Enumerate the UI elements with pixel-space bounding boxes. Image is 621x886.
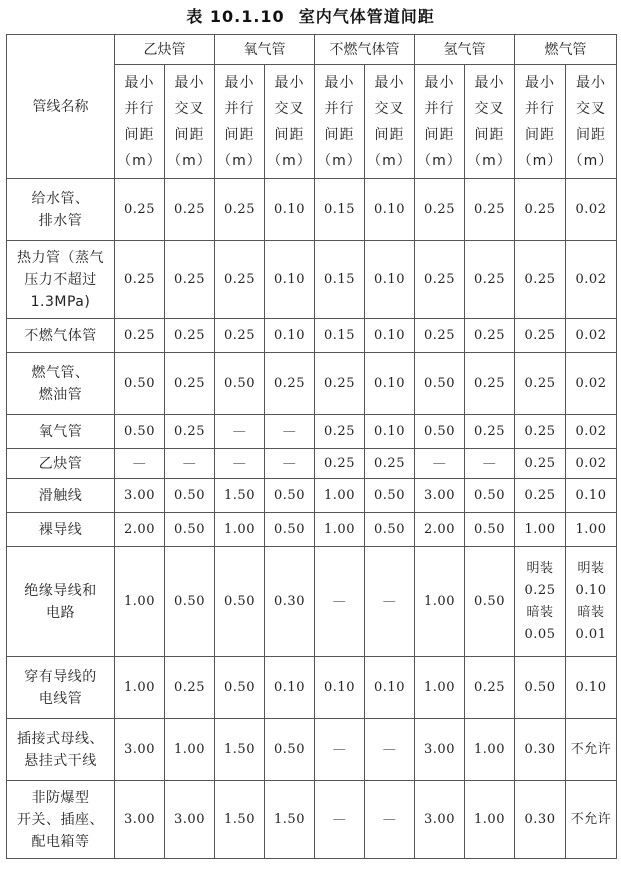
cross-spacing-value: 1.00 xyxy=(165,719,215,781)
cross-spacing-value: 0.10 xyxy=(265,319,315,353)
header-line: （m） xyxy=(568,152,614,169)
parallel-spacing-value: 3.00 xyxy=(415,781,465,859)
pipeline-name xyxy=(7,241,115,319)
pipeline-name xyxy=(7,657,115,719)
header-line: 交叉 xyxy=(174,100,205,117)
pipeline-name-line: 乙炔管 xyxy=(38,455,83,472)
header-line: 间距 xyxy=(274,126,305,143)
pipeline-name-line: 配电箱等 xyxy=(31,833,90,850)
pipeline-name xyxy=(7,719,115,781)
cross-spacing-value: 0.25 xyxy=(465,657,515,719)
header-line: 间距 xyxy=(124,126,155,143)
parallel-spacing-value: 2.00 xyxy=(115,513,165,547)
header-line: 最小 xyxy=(576,74,606,91)
min-parallel-spacing-header xyxy=(115,65,165,179)
table-row xyxy=(7,781,617,859)
pipeline-name-line: 滑触线 xyxy=(38,487,83,504)
header-line: 最小 xyxy=(324,74,355,91)
header-line: （m） xyxy=(417,152,462,169)
table-row xyxy=(7,319,617,353)
cross-spacing-value: 3.00 xyxy=(165,781,215,859)
parallel-spacing-value: 0.25 xyxy=(115,319,165,353)
table-row xyxy=(7,657,617,719)
min-parallel-spacing-header xyxy=(215,65,265,179)
cross-spacing-value: 1.00 xyxy=(566,513,617,547)
cross-spacing-value: 0.10 xyxy=(365,353,415,415)
spacing-table xyxy=(6,34,617,859)
parallel-spacing-value: 1.00 xyxy=(215,513,265,547)
pipeline-name xyxy=(7,513,115,547)
parallel-spacing-value: 0.15 xyxy=(315,241,365,319)
pipeline-name xyxy=(7,449,115,479)
spacing-line: 明装 xyxy=(577,560,605,576)
parallel-spacing-value: 0.50 xyxy=(415,415,465,449)
cross-spacing-value: 不允许 xyxy=(566,781,617,859)
pipeline-name xyxy=(7,415,115,449)
pipeline-name-line: 非防爆型 xyxy=(31,789,90,806)
header-line: （m） xyxy=(367,152,412,169)
parallel-spacing-value: 0.25 xyxy=(515,241,566,319)
header-line: 最小 xyxy=(525,74,555,91)
header-line: 交叉 xyxy=(374,100,405,117)
group-header-nonflammable: 不燃气体管 xyxy=(315,35,415,65)
header-line: 并行 xyxy=(124,100,155,117)
header-line: 最小 xyxy=(124,74,155,91)
table-caption: 室内气体管道间距 xyxy=(298,7,435,26)
pipeline-name xyxy=(7,353,115,415)
table-row xyxy=(7,449,617,479)
parallel-spacing-value: 0.25 xyxy=(215,241,265,319)
parallel-spacing-value: 0.30 xyxy=(515,719,566,781)
parallel-spacing-value: 3.00 xyxy=(115,719,165,781)
parallel-spacing-value: 0.50 xyxy=(415,353,465,415)
parallel-spacing-value: 0.50 xyxy=(115,353,165,415)
header-line: 交叉 xyxy=(274,100,305,117)
spacing-line: 暗装 xyxy=(577,604,605,620)
cross-spacing-value: 0.25 xyxy=(165,415,215,449)
cross-spacing-value: 0.25 xyxy=(465,241,515,319)
table-row xyxy=(7,479,617,513)
cross-spacing-value: 0.10 xyxy=(365,179,415,241)
parallel-spacing-value: 0.25 xyxy=(515,353,566,415)
header-line: 并行 xyxy=(424,100,455,117)
parallel-spacing-value: 0.50 xyxy=(115,415,165,449)
cross-spacing-value: 0.25 xyxy=(365,449,415,479)
table-row xyxy=(7,513,617,547)
parallel-spacing-value: 2.00 xyxy=(415,513,465,547)
table-row xyxy=(7,353,617,415)
parallel-spacing-value: 0.25 xyxy=(515,179,566,241)
cross-spacing-value: 0.50 xyxy=(265,479,315,513)
parallel-spacing-value: 1.50 xyxy=(215,479,265,513)
header-line: （m） xyxy=(167,152,212,169)
cross-spacing-value: — xyxy=(265,415,315,449)
cross-spacing-value: 0.10 xyxy=(365,319,415,353)
pipeline-name-line: 悬挂式干线 xyxy=(24,752,97,769)
parallel-spacing-value: 0.25 xyxy=(115,241,165,319)
cross-spacing-value: 0.25 xyxy=(465,353,515,415)
spacing-line: 暗装 xyxy=(526,604,554,620)
parallel-spacing-value: — xyxy=(215,415,265,449)
cross-spacing-value: 0.02 xyxy=(566,319,617,353)
table-body xyxy=(7,179,617,859)
header-line: （m） xyxy=(267,152,312,169)
pipeline-name xyxy=(7,479,115,513)
parallel-spacing-value: 0.25 xyxy=(415,179,465,241)
header-line: 最小 xyxy=(174,74,205,91)
group-header-acetylene: 乙炔管 xyxy=(115,35,215,65)
pipeline-name-line: 穿有导线的 xyxy=(24,668,97,685)
parallel-spacing-value: 0.30 xyxy=(515,781,566,859)
header-line: 交叉 xyxy=(576,100,606,117)
cross-spacing-value: 0.50 xyxy=(165,513,215,547)
parallel-spacing-value: 0.25 xyxy=(215,319,265,353)
pipeline-name-line: 绝缘导线和 xyxy=(24,582,97,599)
pipeline-name-line: 裸导线 xyxy=(38,521,83,538)
parallel-spacing-value: 3.00 xyxy=(115,781,165,859)
parallel-spacing-value: 0.25 xyxy=(215,179,265,241)
pipeline-name-line: 电线管 xyxy=(38,690,83,707)
header-line: 最小 xyxy=(224,74,255,91)
cross-spacing-value: 不允许 xyxy=(566,719,617,781)
header-line: 最小 xyxy=(274,74,305,91)
parallel-spacing-value: 3.00 xyxy=(415,719,465,781)
cross-spacing-value: 0.50 xyxy=(365,479,415,513)
cross-spacing-value: 0.50 xyxy=(165,547,215,657)
cross-spacing-value: 0.10 xyxy=(566,657,617,719)
pipeline-name-line: 燃油管 xyxy=(38,386,83,403)
cross-spacing-value: 1.50 xyxy=(265,781,315,859)
pipeline-name-line: 电路 xyxy=(46,604,75,621)
cross-spacing-value: 0.25 xyxy=(165,179,215,241)
parallel-spacing-value: 1.50 xyxy=(215,781,265,859)
min-parallel-spacing-header xyxy=(315,65,365,179)
spacing-line: 0.01 xyxy=(575,626,607,642)
cross-spacing-value: 0.30 xyxy=(265,547,315,657)
cross-spacing-value: 0.10 xyxy=(365,415,415,449)
pipeline-name-line: 压力不超过 xyxy=(24,271,97,288)
header-line: 最小 xyxy=(424,74,455,91)
pipeline-name-line: 排水管 xyxy=(38,212,83,229)
parallel-spacing-value: 0.50 xyxy=(515,657,566,719)
parallel-spacing-value: 0.25 xyxy=(415,319,465,353)
group-header-row xyxy=(7,35,617,65)
pipeline-name-header: 管线名称 xyxy=(7,35,115,179)
parallel-spacing-value: 1.00 xyxy=(415,547,465,657)
parallel-spacing-value: 1.50 xyxy=(215,719,265,781)
cross-spacing-value: 0.25 xyxy=(465,179,515,241)
parallel-spacing-value: 1.00 xyxy=(315,513,365,547)
parallel-spacing-value: — xyxy=(115,449,165,479)
header-line: （m） xyxy=(217,152,262,169)
parallel-spacing-value: 0.25 xyxy=(315,415,365,449)
parallel-spacing-value: 0.25 xyxy=(515,449,566,479)
header-line: 交叉 xyxy=(474,100,505,117)
parallel-spacing-value: 0.25 xyxy=(515,479,566,513)
cross-spacing-value: 0.50 xyxy=(465,513,515,547)
parallel-spacing-value: 1.00 xyxy=(115,657,165,719)
cross-spacing-value: 0.10 xyxy=(265,179,315,241)
table-number: 表 10.1.10 xyxy=(186,7,285,26)
cross-spacing-value: 1.00 xyxy=(465,719,515,781)
header-line: （m） xyxy=(517,152,563,169)
group-header-gas: 燃气管 xyxy=(515,35,617,65)
parallel-spacing-value: 0.50 xyxy=(215,657,265,719)
parallel-spacing-value: 1.00 xyxy=(315,479,365,513)
cross-spacing-value: 0.10 xyxy=(365,657,415,719)
cross-spacing-value: 0.02 xyxy=(566,449,617,479)
cross-spacing-value: 0.10 xyxy=(265,657,315,719)
cross-spacing-value: 0.50 xyxy=(165,479,215,513)
cross-spacing-value: 0.50 xyxy=(265,719,315,781)
min-cross-spacing-header xyxy=(465,65,515,179)
table-row xyxy=(7,719,617,781)
pipeline-name xyxy=(7,547,115,657)
parallel-spacing-value: 0.25 xyxy=(415,241,465,319)
pipeline-name-line: 氧气管 xyxy=(38,423,83,440)
cross-spacing-value: 0.25 xyxy=(465,319,515,353)
min-cross-spacing-header xyxy=(365,65,415,179)
parallel-spacing-value: — xyxy=(215,449,265,479)
cross-spacing-value: 0.25 xyxy=(165,241,215,319)
cross-spacing-value: 0.25 xyxy=(165,657,215,719)
cross-spacing-value: — xyxy=(265,449,315,479)
parallel-spacing-value: 1.00 xyxy=(415,657,465,719)
parallel-spacing-value: — xyxy=(415,449,465,479)
cross-spacing-value xyxy=(566,547,617,657)
header-line: 间距 xyxy=(474,126,505,143)
cross-spacing-value: 0.50 xyxy=(365,513,415,547)
cross-spacing-value: 0.25 xyxy=(165,353,215,415)
header-line: 间距 xyxy=(525,126,555,143)
parallel-spacing-value: 0.25 xyxy=(115,179,165,241)
cross-spacing-value: 0.10 xyxy=(566,479,617,513)
group-header-oxygen: 氧气管 xyxy=(215,35,315,65)
parallel-spacing-value: 0.25 xyxy=(315,353,365,415)
table-row xyxy=(7,547,617,657)
cross-spacing-value: 0.50 xyxy=(465,479,515,513)
cross-spacing-value: — xyxy=(365,547,415,657)
parallel-spacing-value: 0.15 xyxy=(315,179,365,241)
cross-spacing-value: — xyxy=(365,719,415,781)
header-line: 间距 xyxy=(424,126,455,143)
cross-spacing-value: 0.50 xyxy=(265,513,315,547)
table-row xyxy=(7,179,617,241)
spacing-line: 明装 xyxy=(526,560,554,576)
parallel-spacing-value: 1.00 xyxy=(515,513,566,547)
cross-spacing-value: 0.50 xyxy=(465,547,515,657)
cross-spacing-value: — xyxy=(365,781,415,859)
header-line: 最小 xyxy=(474,74,505,91)
min-cross-spacing-header xyxy=(165,65,215,179)
parallel-spacing-value: 3.00 xyxy=(115,479,165,513)
pipeline-name-line: 1.3MPa) xyxy=(30,293,91,310)
header-line: 并行 xyxy=(324,100,355,117)
parallel-spacing-value: — xyxy=(315,781,365,859)
min-cross-spacing-header xyxy=(566,65,617,179)
spacing-line: 0.10 xyxy=(575,582,607,598)
header-line: 间距 xyxy=(174,126,205,143)
spacing-line: 0.25 xyxy=(524,582,556,598)
min-cross-spacing-header xyxy=(265,65,315,179)
parallel-spacing-value: 0.10 xyxy=(315,657,365,719)
pipeline-name-line: 燃气管、 xyxy=(31,364,90,381)
header-line: 并行 xyxy=(525,100,555,117)
header-line: 间距 xyxy=(224,126,255,143)
min-parallel-spacing-header xyxy=(415,65,465,179)
pipeline-name-line: 给水管、 xyxy=(31,190,90,207)
cross-spacing-value: 0.25 xyxy=(165,319,215,353)
table-row xyxy=(7,415,617,449)
parallel-spacing-value: 0.25 xyxy=(515,319,566,353)
parallel-spacing-value: — xyxy=(315,719,365,781)
cross-spacing-value: 0.02 xyxy=(566,241,617,319)
header-line: （m） xyxy=(467,152,512,169)
header-line: （m） xyxy=(317,152,362,169)
table-row xyxy=(7,241,617,319)
pipeline-name xyxy=(7,319,115,353)
parallel-spacing-value: 0.50 xyxy=(215,547,265,657)
cross-spacing-value: 0.25 xyxy=(465,415,515,449)
header-line: 间距 xyxy=(374,126,405,143)
pipeline-name xyxy=(7,179,115,241)
min-parallel-spacing-header xyxy=(515,65,566,179)
parallel-spacing-value: 0.25 xyxy=(515,415,566,449)
parallel-spacing-value: — xyxy=(315,547,365,657)
header-line: 最小 xyxy=(374,74,405,91)
pipeline-name-line: 不燃气体管 xyxy=(24,327,97,344)
parallel-spacing-value: 0.25 xyxy=(315,449,365,479)
parallel-spacing-value xyxy=(515,547,566,657)
header-line: 间距 xyxy=(576,126,606,143)
parallel-spacing-value: 3.00 xyxy=(415,479,465,513)
pipeline-name xyxy=(7,781,115,859)
cross-spacing-value: — xyxy=(165,449,215,479)
pipeline-name-line: 开关、插座、 xyxy=(17,811,104,828)
cross-spacing-value: 0.10 xyxy=(365,241,415,319)
cross-spacing-value: 0.02 xyxy=(566,179,617,241)
table-title xyxy=(0,2,621,32)
cross-spacing-value: 0.02 xyxy=(566,415,617,449)
cross-spacing-value: 1.00 xyxy=(465,781,515,859)
pipeline-name-line: 热力管（蒸气 xyxy=(17,249,104,266)
parallel-spacing-value: 0.15 xyxy=(315,319,365,353)
parallel-spacing-value: 0.50 xyxy=(215,353,265,415)
cross-spacing-value: 0.10 xyxy=(265,241,315,319)
header-line: 间距 xyxy=(324,126,355,143)
cross-spacing-value: — xyxy=(465,449,515,479)
group-header-hydrogen: 氢气管 xyxy=(415,35,515,65)
cross-spacing-value: 0.25 xyxy=(265,353,315,415)
pipeline-name-line: 插接式母线、 xyxy=(17,730,104,747)
header-line: （m） xyxy=(117,152,162,169)
spacing-line: 0.05 xyxy=(524,626,556,642)
cross-spacing-value: 0.02 xyxy=(566,353,617,415)
header-line: 并行 xyxy=(224,100,255,117)
parallel-spacing-value: 1.00 xyxy=(115,547,165,657)
